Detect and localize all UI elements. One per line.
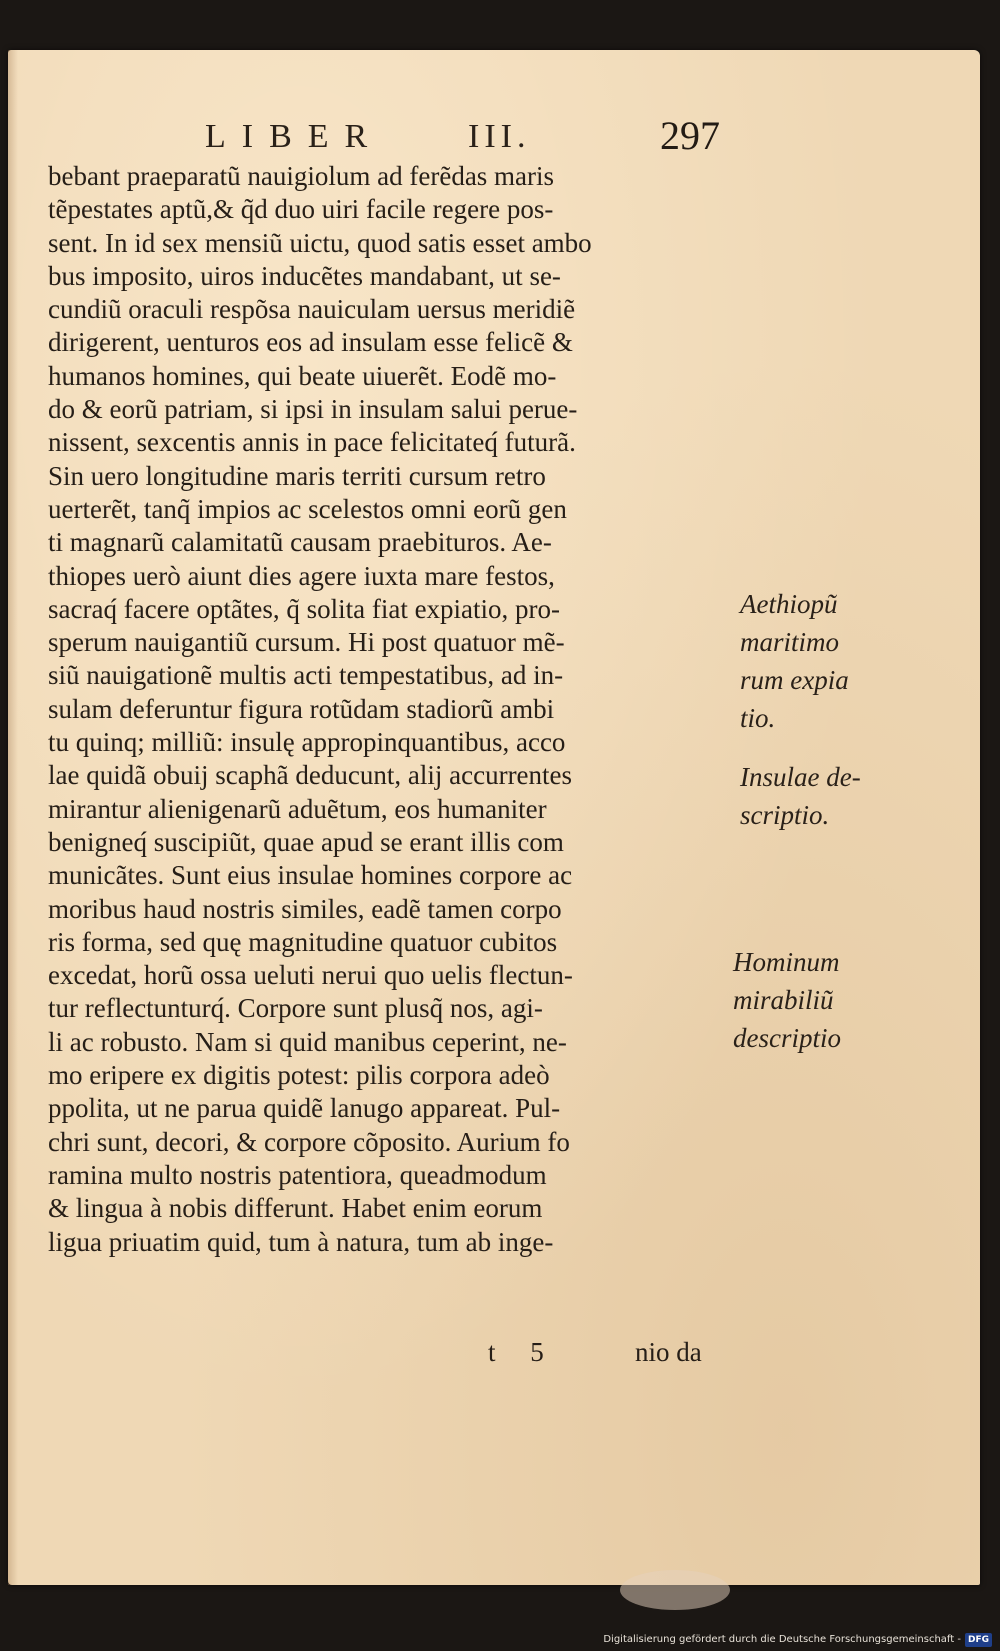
body-line: & lingua à nobis differunt. Habet enim eorum <box>48 1193 543 1224</box>
body-line: sulam deferuntur figura rotũdam stadiorũ ambi <box>48 693 555 724</box>
body-line: dirigerent, uenturos eos ad insulam esse felicẽ & <box>48 327 573 358</box>
sidenote-line: descriptio <box>733 1023 841 1053</box>
sidenote-line: mirabiliũ <box>733 985 834 1015</box>
dfg-logo: DFG <box>965 1633 992 1647</box>
body-line: cundiũ oraculi respõsa nauiculam uersus meridiẽ <box>48 294 576 325</box>
credit-text: Digitalisierung gefördert durch die Deutsche Forschungsgemeinschaft - <box>603 1634 961 1645</box>
body-line: humanos homines, qui beate uiuerẽt. Eodẽ mo- <box>48 360 557 391</box>
body-line: chri sunt, decori, & corpore cõposito. Aurium fo <box>48 1126 570 1157</box>
body-line: li ac robusto. Nam si quid manibus ceperint, ne- <box>48 1026 567 1057</box>
catchline <box>0 1337 1000 1373</box>
signature-mark: t 5 <box>488 1337 558 1367</box>
body-line: tẽpestates aptũ,& q̃d duo uiri facile regere pos- <box>48 194 554 225</box>
sidenote-line: maritimo <box>740 627 840 657</box>
body-line: sent. In id sex mensiũ uictu, quod satis esset ambo <box>48 227 592 258</box>
body-line: benigneq́ suscipiũt, quae apud se erant illis com <box>48 826 564 857</box>
body-line: bus imposito, uiros inducẽtes mandabant, ut se- <box>48 260 561 291</box>
body-line: do & eorũ patriam, si ipsi in insulam salui perue- <box>48 394 578 425</box>
body-line: ris forma, sed quę magnitudine quatuor cubitos <box>48 926 558 957</box>
digitization-credit <box>603 1631 992 1649</box>
paper-stain <box>620 1570 730 1610</box>
sidenote-insulae <box>740 758 920 834</box>
folio-number: 297 <box>660 113 720 158</box>
body-line: ppolita, ut ne parua quidẽ lanugo appareat. Pul- <box>48 1093 561 1124</box>
running-head <box>0 113 1000 162</box>
body-line: uerterẽt, tanq̃ impios ac scelestos omni eorũ gen <box>48 493 567 524</box>
body-line: bebant praeparatũ nauigiolum ad ferẽdas maris <box>48 161 555 191</box>
sidenote-aethiopum <box>740 585 920 737</box>
body-line: tu quinq; milliũ: insulę appropinquantibus, acco <box>48 727 566 758</box>
sidenote-line: rum expia <box>740 665 849 695</box>
body-line: lae quidã obuij scaphã deducunt, alij accurrentes <box>48 760 573 791</box>
running-head-liber: LIBER <box>205 118 384 155</box>
sidenote-line: Hominum <box>733 947 840 977</box>
running-head-book-numeral: III. <box>468 118 531 155</box>
body-text-block <box>48 160 748 1259</box>
body-line: Sin uero longitudine maris territi cursum retro <box>48 460 546 491</box>
body-line: tur reflectunturq́. Corpore sunt plusq̃ nos, agi- <box>48 993 543 1024</box>
body-line: mo eripere ex digitis potest: pilis corpora adeò <box>48 1060 550 1091</box>
body-line: mirantur alienigenarũ aduẽtum, eos humaniter <box>48 793 547 824</box>
body-line: thiopes uerò aiunt dies agere iuxta mare festos, <box>48 560 555 591</box>
body-line: ligua priuatim quid, tum à natura, tum ab inge- <box>48 1226 554 1257</box>
sidenote-line: scriptio. <box>740 800 830 830</box>
sidenote-hominum <box>733 943 913 1057</box>
body-line: siũ nauigationẽ multis acti tempestatibus, ad in- <box>48 660 564 691</box>
body-line: municãtes. Sunt eius insulae homines corpore ac <box>48 860 573 891</box>
body-line: excedat, horũ ossa ueluti nerui quo uelis flectun- <box>48 960 573 991</box>
body-line: ti magnarũ calamitatũ causam praebituros. Ae- <box>48 527 552 558</box>
body-line: nissent, sexcentis annis in pace felicitateq́ futurã. <box>48 427 576 458</box>
catchword: nio da <box>635 1337 702 1367</box>
sidenote-line: Aethiopũ <box>740 589 838 619</box>
body-line: ramina multo nostris patentiora, queadmodum <box>48 1159 547 1190</box>
sidenote-line: tio. <box>740 703 776 733</box>
body-line: moribus haud nostris similes, eadẽ tamen corpo <box>48 893 562 924</box>
body-line: sperum nauigantiũ cursum. Hi post quatuor mẽ- <box>48 627 565 658</box>
sidenote-line: Insulae de- <box>740 762 861 792</box>
body-line: sacraq́ facere optãtes, q̃ solita fiat expiatio, pro- <box>48 593 561 624</box>
